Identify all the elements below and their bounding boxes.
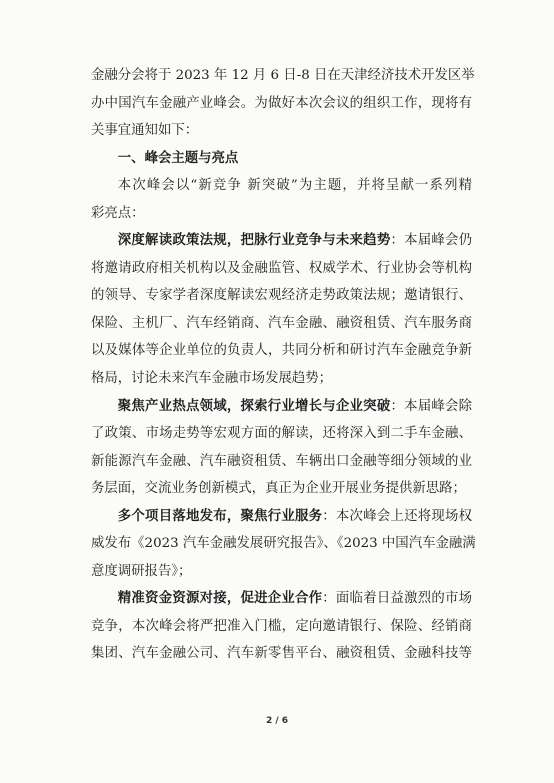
highlight-3-lead: 多个项目落地发布，聚焦行业服务 [117, 508, 323, 524]
highlight-1-line: 以及媒体等企业单位的负责人，共同分析和研讨汽车金融竞争新 [91, 343, 472, 359]
page-number: 2 / 6 [265, 716, 289, 726]
highlight-3-line: 意度调研报告》； [91, 563, 192, 579]
highlight-4-lead: 精准资金资源对接，促进企业合作 [117, 591, 323, 607]
highlight-2-text: ：本届峰会除 [390, 398, 473, 414]
highlight-1-line: 保险、主机厂、汽车经销商、汽车金融、融资租赁、汽车服务商 [91, 315, 472, 331]
highlight-2-first-line [91, 393, 472, 421]
intro-line-2: 办中国汽车金融产业峰会。为做好本次会议的组织工作，现将有 [91, 95, 472, 111]
highlight-3-text: ：本次峰会上还将现场权 [322, 508, 473, 524]
highlight-4-line: 集团、汽车金融公司、汽车新零售平台、融资租赁、金融科技等 [91, 646, 472, 662]
highlight-1-line: 将邀请政府相关机构以及金融监管、权威学术、行业协会等机构 [91, 260, 472, 276]
highlight-1-line: 格局，讨论未来汽车金融市场发展趋势； [91, 371, 333, 387]
highlight-4-text: ：面临着日益激烈的市场 [322, 591, 473, 607]
highlight-2-line: 务层面，交流业务创新模式，真正为企业开展业务提供新思路； [91, 481, 466, 497]
highlight-1-lead: 深度解读政策法规，把脉行业竞争与未来趋势 [117, 233, 391, 249]
highlight-1-line: 的领导、专家学者深度解读宏观经济走势政策法规；邀请银行、 [91, 288, 472, 304]
intro-line-1: 金融分会将于 2023 年 12 月 6 日-8 日在天津经济技术开发区举 [91, 68, 475, 83]
highlight-2-line: 新能源汽车金融、汽车融资租赁、车辆出口金融等细分领域的业 [91, 453, 472, 469]
section-heading: 一、峰会主题与亮点 [117, 150, 239, 166]
highlight-3-first-line [91, 503, 472, 531]
highlight-4-line: 竞争，本次峰会将严把准入门槛，定向邀请银行、保险、经销商 [91, 618, 472, 634]
document-body [91, 62, 476, 668]
highlight-3-line: 威发布《2023 汽车金融发展研究报告》、《2023 中国汽车金融满 [91, 536, 476, 552]
highlight-2-line: 了政策、市场走势等宏观方面的解读，还将深入到二手车金融、 [91, 426, 472, 442]
highlight-1-first-line [91, 227, 472, 255]
highlight-2-lead: 聚焦产业热点领域，探索行业增长与企业突破 [117, 398, 391, 414]
theme-line-1: 本次峰会以“新竞争 新突破”为主题，并将呈献一系列精 [117, 178, 472, 194]
theme-line-2: 彩亮点： [91, 205, 145, 221]
intro-line-3: 关事宜通知如下： [91, 123, 199, 139]
highlight-4-first-line [91, 585, 472, 613]
highlight-1-text: ：本届峰会仍 [390, 233, 473, 249]
